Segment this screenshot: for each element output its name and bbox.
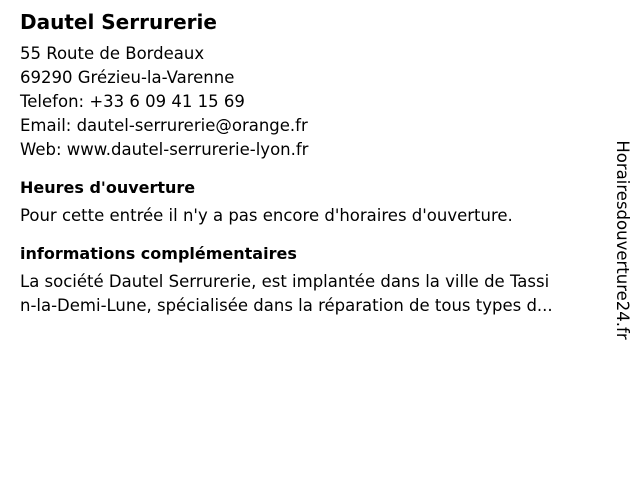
contact-block — [20, 42, 595, 162]
address-street: 55 Route de Bordeaux — [20, 44, 205, 63]
site-watermark: Horairesdouverture24.fr — [613, 140, 632, 340]
listing-card — [20, 10, 595, 318]
additional-info-heading: informations complémentaires — [20, 244, 297, 263]
opening-hours-heading: Heures d'ouverture — [20, 178, 196, 197]
opening-hours-text: Pour cette entrée il n'y a pas encore d'horaires d'ouverture. — [20, 206, 513, 225]
additional-info-text — [20, 270, 595, 318]
phone-text: Telefon: +33 6 09 41 15 69 — [20, 92, 245, 111]
email-text: Email: dautel-serrurerie@orange.fr — [20, 116, 308, 135]
address-city: 69290 Grézieu-la-Varenne — [20, 68, 235, 87]
website-text: Web: www.dautel-serrurerie-lyon.fr — [20, 140, 309, 159]
description-line: n-la-Demi-Lune, spécialisée dans la réparation de tous types d... — [20, 296, 553, 315]
business-name: Dautel Serrurerie — [20, 10, 217, 34]
description-line: La société Dautel Serrurerie, est implantée dans la ville de Tassi — [20, 272, 550, 291]
